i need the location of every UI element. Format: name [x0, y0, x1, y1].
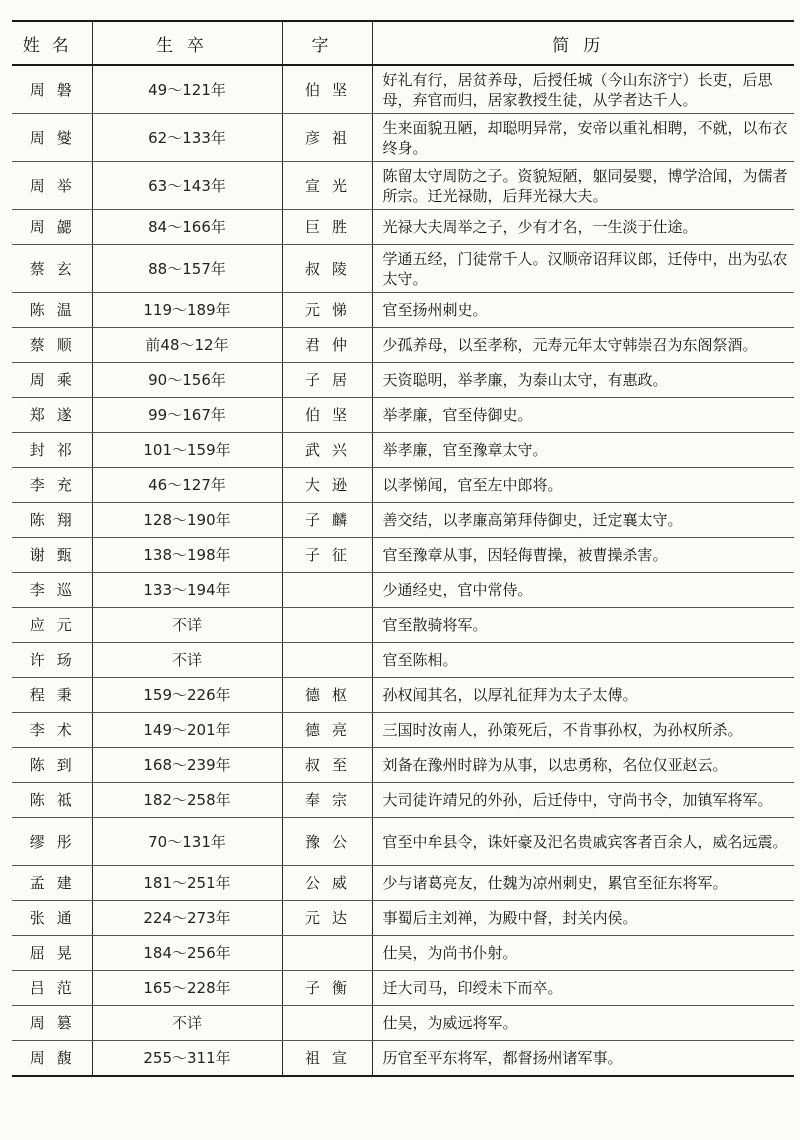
biography-cell: 光禄大夫周举之子，少有才名，一生淡于仕途。: [372, 210, 794, 245]
courtesy-name-cell: [282, 608, 372, 643]
years-cell: 184～256年: [92, 936, 282, 971]
biography-cell: 官至陈相。: [372, 643, 794, 678]
years-cell: 90～156年: [92, 363, 282, 398]
biography-cell: 刘备在豫州时辟为从事，以忠勇称，名位仅亚赵云。: [372, 748, 794, 783]
biography-cell: 官至中牟县令，诛奸豪及汜名贵戚宾客者百余人，威名远震。: [372, 818, 794, 866]
years-cell: 101～159年: [92, 433, 282, 468]
table-row: [12, 1006, 794, 1041]
years-cell: 70～131年: [92, 818, 282, 866]
biography-cell: 以孝悌闻，官至左中郎将。: [372, 468, 794, 503]
courtesy-name-cell: [282, 1006, 372, 1041]
courtesy-name-cell: 豫公: [282, 818, 372, 866]
years-cell: 128～190年: [92, 503, 282, 538]
biography-cell: 举孝廉，官至侍御史。: [372, 398, 794, 433]
table-row: [12, 678, 794, 713]
biography-cell: 少通经史，官中常侍。: [372, 573, 794, 608]
courtesy-name-cell: 宣光: [282, 162, 372, 210]
years-cell: 255～311年: [92, 1041, 282, 1077]
name-cell: 吕范: [12, 971, 92, 1006]
table-row: [12, 1041, 794, 1077]
years-cell: 133～194年: [92, 573, 282, 608]
biography-cell: 陈留太守周防之子。资貌短陋，躯同晏婴，博学洽闻，为儒者所宗。迁光禄勋，后拜光禄大夫。: [372, 162, 794, 210]
courtesy-name-cell: 德枢: [282, 678, 372, 713]
biography-cell: 历官至平东将军，都督扬州诸军事。: [372, 1041, 794, 1077]
courtesy-name-cell: 子衡: [282, 971, 372, 1006]
years-cell: 149～201年: [92, 713, 282, 748]
table-row: [12, 210, 794, 245]
courtesy-name-cell: 元悌: [282, 293, 372, 328]
table-row: [12, 901, 794, 936]
name-cell: 程秉: [12, 678, 92, 713]
courtesy-name-cell: 伯坚: [282, 398, 372, 433]
name-cell: 封祁: [12, 433, 92, 468]
name-cell: 缪彤: [12, 818, 92, 866]
courtesy-name-cell: 公威: [282, 866, 372, 901]
biography-cell: 事蜀后主刘禅，为殿中督，封关内侯。: [372, 901, 794, 936]
years-cell: 182～258年: [92, 783, 282, 818]
table-row: [12, 643, 794, 678]
courtesy-name-cell: [282, 573, 372, 608]
courtesy-name-cell: 叔至: [282, 748, 372, 783]
biography-cell: 官至扬州刺史。: [372, 293, 794, 328]
courtesy-name-cell: [282, 643, 372, 678]
name-cell: 陈温: [12, 293, 92, 328]
courtesy-name-cell: 大逊: [282, 468, 372, 503]
years-cell: 88～157年: [92, 245, 282, 293]
biography-cell: 孙权闻其名，以厚礼征拜为太子太傅。: [372, 678, 794, 713]
courtesy-name-cell: 子征: [282, 538, 372, 573]
courtesy-name-cell: 子居: [282, 363, 372, 398]
years-cell: 181～251年: [92, 866, 282, 901]
name-cell: 陈翔: [12, 503, 92, 538]
courtesy-name-cell: 彦祖: [282, 114, 372, 162]
years-cell: 168～239年: [92, 748, 282, 783]
table-row: [12, 65, 794, 114]
header-years: 生卒: [92, 21, 282, 65]
header-row: [12, 21, 794, 65]
biography-cell: 迁大司马，印绶未下而卒。: [372, 971, 794, 1006]
biography-cell: 大司徒许靖兄的外孙，后迁侍中，守尚书令，加镇军将军。: [372, 783, 794, 818]
biography-cell: 举孝廉，官至豫章太守。: [372, 433, 794, 468]
name-cell: 李巡: [12, 573, 92, 608]
years-cell: 224～273年: [92, 901, 282, 936]
name-cell: 张通: [12, 901, 92, 936]
name-cell: 孟建: [12, 866, 92, 901]
name-cell: 周乘: [12, 363, 92, 398]
biography-cell: 三国时汝南人，孙策死后，不肯事孙权，为孙权所杀。: [372, 713, 794, 748]
header-bio: 简历: [372, 21, 794, 65]
biography-cell: 善交结，以孝廉高第拜侍御史，迁定襄太守。: [372, 503, 794, 538]
biography-cell: 官至豫章从事，因轻侮曹操，被曹操杀害。: [372, 538, 794, 573]
courtesy-name-cell: [282, 936, 372, 971]
years-cell: 119～189年: [92, 293, 282, 328]
name-cell: 周勰: [12, 210, 92, 245]
biography-cell: 官至散骑将军。: [372, 608, 794, 643]
name-cell: 陈到: [12, 748, 92, 783]
years-cell: 159～226年: [92, 678, 282, 713]
years-cell: 165～228年: [92, 971, 282, 1006]
years-cell: 49～121年: [92, 65, 282, 114]
years-cell: 不详: [92, 643, 282, 678]
table-row: [12, 293, 794, 328]
table-row: [12, 783, 794, 818]
years-cell: 前48～12年: [92, 328, 282, 363]
table-row: [12, 468, 794, 503]
name-cell: 屈晃: [12, 936, 92, 971]
name-cell: 周燮: [12, 114, 92, 162]
courtesy-name-cell: 祖宣: [282, 1041, 372, 1077]
courtesy-name-cell: 奉宗: [282, 783, 372, 818]
name-cell: 蔡顺: [12, 328, 92, 363]
years-cell: 99～167年: [92, 398, 282, 433]
table-row: [12, 328, 794, 363]
years-cell: 63～143年: [92, 162, 282, 210]
table-row: [12, 245, 794, 293]
table-row: [12, 866, 794, 901]
years-cell: 84～166年: [92, 210, 282, 245]
name-cell: 应元: [12, 608, 92, 643]
table-row: [12, 936, 794, 971]
years-cell: 不详: [92, 1006, 282, 1041]
table-row: [12, 503, 794, 538]
years-cell: 138～198年: [92, 538, 282, 573]
courtesy-name-cell: 伯坚: [282, 65, 372, 114]
courtesy-name-cell: 元达: [282, 901, 372, 936]
name-cell: 李充: [12, 468, 92, 503]
courtesy-name-cell: 德亮: [282, 713, 372, 748]
name-cell: 蔡玄: [12, 245, 92, 293]
table-row: [12, 748, 794, 783]
biography-cell: 仕吴，为尚书仆射。: [372, 936, 794, 971]
table-row: [12, 398, 794, 433]
table-row: [12, 433, 794, 468]
courtesy-name-cell: 子麟: [282, 503, 372, 538]
biography-cell: 仕吴，为威远将军。: [372, 1006, 794, 1041]
years-cell: 不详: [92, 608, 282, 643]
table-row: [12, 363, 794, 398]
table-row: [12, 818, 794, 866]
courtesy-name-cell: 叔陵: [282, 245, 372, 293]
biography-cell: 学通五经，门徒常千人。汉顺帝诏拜议郎，迁侍中，出为弘农太守。: [372, 245, 794, 293]
name-cell: 周篡: [12, 1006, 92, 1041]
table-row: [12, 608, 794, 643]
header-name: 姓名: [12, 21, 92, 65]
name-cell: 周馥: [12, 1041, 92, 1077]
years-cell: 62～133年: [92, 114, 282, 162]
courtesy-name-cell: 武兴: [282, 433, 372, 468]
table-row: [12, 573, 794, 608]
name-cell: 李术: [12, 713, 92, 748]
table-row: [12, 971, 794, 1006]
name-cell: 周磐: [12, 65, 92, 114]
table-row: [12, 114, 794, 162]
name-cell: 许玚: [12, 643, 92, 678]
biography-table: [12, 20, 794, 1077]
header-zi: 字: [282, 21, 372, 65]
courtesy-name-cell: 巨胜: [282, 210, 372, 245]
biography-cell: 好礼有行，居贫养母，后授任城（今山东济宁）长吏，后思母，弃官而归，居家教授生徒，从学者达千人。: [372, 65, 794, 114]
table-row: [12, 162, 794, 210]
table-row: [12, 538, 794, 573]
name-cell: 陈祗: [12, 783, 92, 818]
biography-cell: 生来面貌丑陋，却聪明异常，安帝以重礼相聘，不就，以布衣终身。: [372, 114, 794, 162]
table-row: [12, 713, 794, 748]
name-cell: 谢甄: [12, 538, 92, 573]
courtesy-name-cell: 君仲: [282, 328, 372, 363]
biography-cell: 少与诸葛亮友，仕魏为凉州刺史，累官至征东将军。: [372, 866, 794, 901]
years-cell: 46～127年: [92, 468, 282, 503]
biography-cell: 少孤养母，以至孝称，元寿元年太守韩崇召为东阁祭酒。: [372, 328, 794, 363]
name-cell: 郑遂: [12, 398, 92, 433]
name-cell: 周举: [12, 162, 92, 210]
biography-cell: 天资聪明，举孝廉，为泰山太守，有惠政。: [372, 363, 794, 398]
